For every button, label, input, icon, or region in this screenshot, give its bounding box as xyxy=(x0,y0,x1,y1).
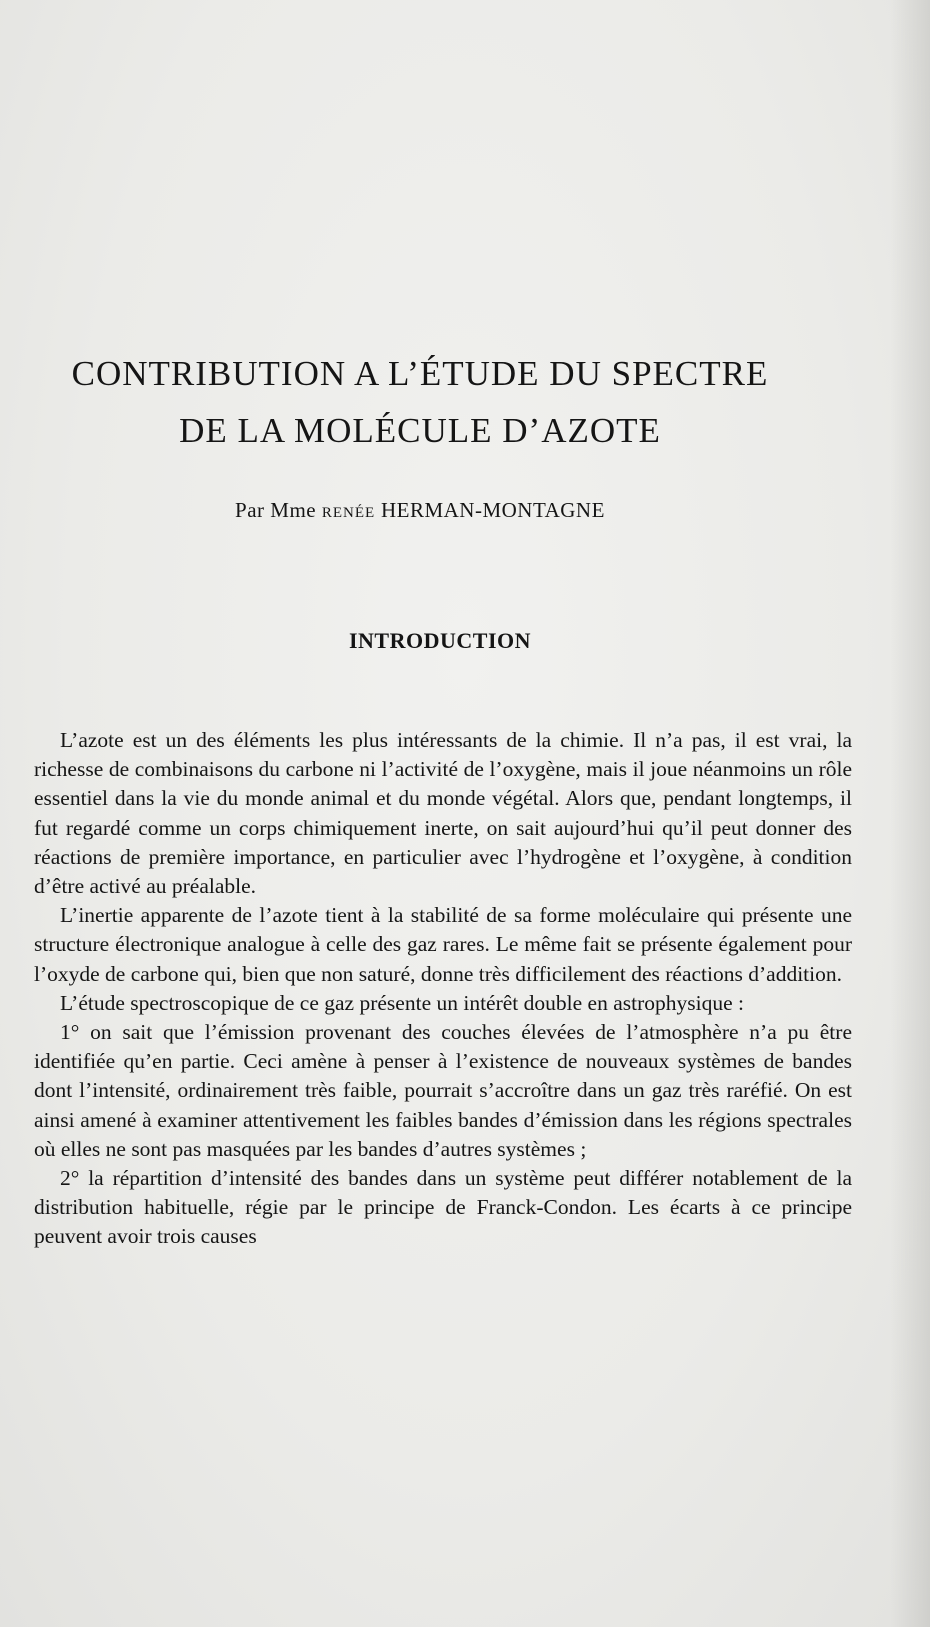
paragraph: L’inertie apparente de l’azote tient à la stabilité de sa forme moléculaire qui présente une structure électronique analogue à celle des gaz rares. Le même fait se présente également pour l’oxyde de carbone qui, bien que non saturé, donne très difficilement des réactions d’addition. xyxy=(34,903,852,986)
author-prefix: Par Mme xyxy=(235,498,317,522)
paragraph: 2° la répartition d’intensité des bandes dans un système peut différer notablement de la distribution habituelle, régie par le principe de Franck-Condon. Les écarts à ce principe peuvent avoir trois causes xyxy=(34,1166,852,1249)
paragraph: L’azote est un des éléments les plus intéressants de la chimie. Il n’a pas, il est vrai, la richesse de combinaisons du carbone ni l’activité de l’oxygène, mais il joue néanmoins un rôle essentiel dans la vie du monde animal et du monde végétal. Alors que, pendant longtemps, il fut regardé comme un corps chimiquement inerte, on sait aujourd’hui qu’il peut donner des réactions de première importance, en particulier avec l’hydrogène et l’oxygène, à condition d’être activé au préalable. xyxy=(34,728,852,899)
section-heading: INTRODUCTION xyxy=(348,628,532,653)
author-last-name: HERMAN-MONTAGNE xyxy=(380,498,605,522)
paragraph: 1° on sait que l’émission provenant des couches élevées de l’atmosphère n’a pu être identifiée qu’en partie. Ceci amène à penser à l’existence de nouveaux systèmes de bandes dont l’intensité, ordinairement très faible, pourrait s’accroître dans un gaz très raréfié. On est ainsi amené à examiner attentivement les faibles bandes d’émission dans les régions spectrales où elles ne sont pas masquées par les bandes d’autres systèmes ; xyxy=(34,1020,852,1161)
title-line-2: DE LA MOLÉCULE D’AZOTE xyxy=(179,411,661,450)
title-line-1: CONTRIBUTION A L’ÉTUDE DU SPECTRE xyxy=(71,354,769,393)
page-edge-shadow xyxy=(890,0,930,1627)
author-first-name: RENÉE xyxy=(321,505,376,521)
body-text xyxy=(34,726,852,1252)
author-line xyxy=(0,498,840,523)
paragraph: L’étude spectroscopique de ce gaz présente un intérêt double en astrophysique : xyxy=(60,990,744,1015)
